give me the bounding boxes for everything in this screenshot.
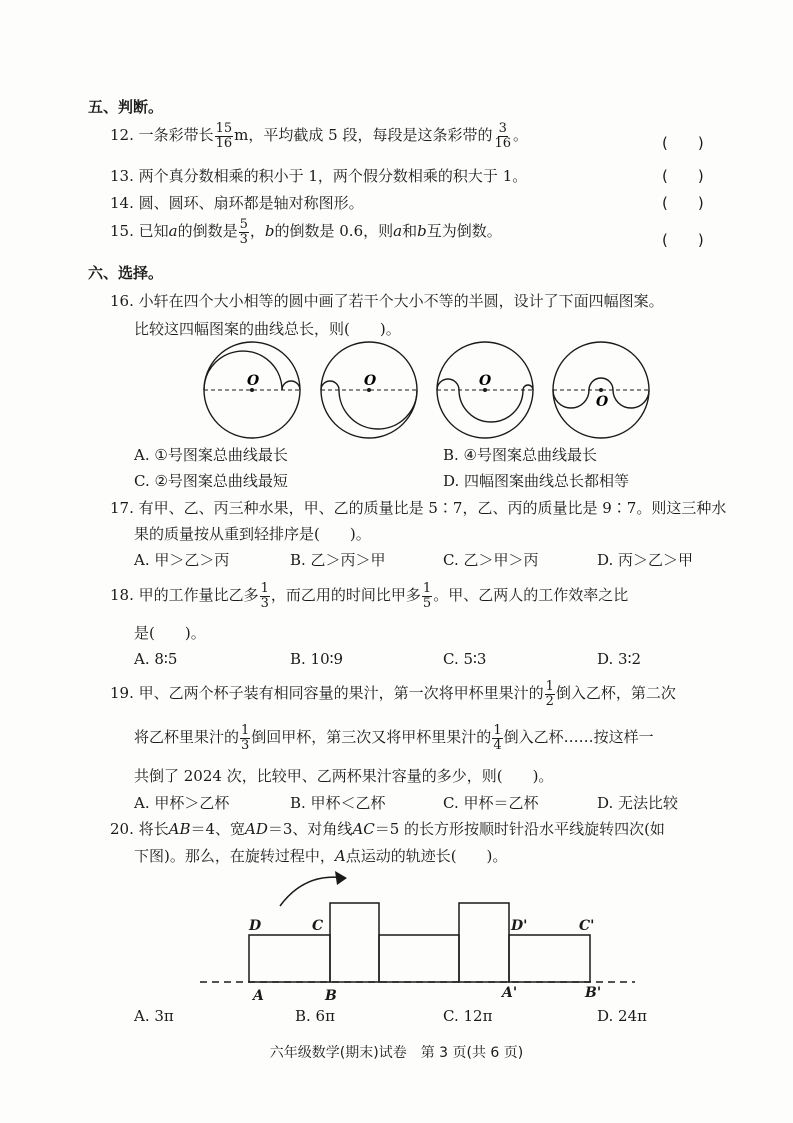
q20-option-a[interactable]: A. 3π [134,1007,174,1025]
q16-option-b[interactable]: B. ④号图案总曲线最长 [443,446,598,464]
fraction: $\frac{1}{4}$ [493,723,502,753]
section-five-title: 五、判断。 [88,98,164,116]
label-B-prime: B' [585,985,602,1001]
center-label-3: O [479,373,492,389]
rect-position-2 [330,903,379,982]
fraction: $\frac{1}{3}$ [241,723,250,753]
center-label-2: O [364,373,377,389]
q18-option-b[interactable]: B. 10∶9 [290,650,344,668]
label-D-prime: D' [511,918,528,934]
q18-option-a[interactable]: A. 8∶5 [134,650,178,668]
answer-blank-13[interactable]: ( ) [662,167,704,185]
rect-position-4 [459,903,509,982]
fraction: $\frac{1}{2}$ [545,679,554,709]
answer-blank-15[interactable]: ( ) [662,231,704,249]
question-17-line2: 果的质量按从重到轻排序是( )。 [134,525,371,543]
rect-position-5 [509,935,590,982]
q19-option-b[interactable]: B. 甲杯＜乙杯 [290,794,386,812]
q17-option-d[interactable]: D. 丙＞乙＞甲 [597,551,694,569]
q20-option-b[interactable]: B. 6π [295,1007,335,1025]
question-16-line2: 比较这四幅图案的曲线总长，则( )。 [134,320,401,338]
question-20-line2: 下图)。那么，在旋转过程中，A点运动的轨迹长( )。 [134,847,508,865]
question-19-line1: 19. 甲、乙两个杯子装有相同容量的果汁，第一次将甲杯里果汁的 $\frac{1}{2}$ 倒入乙杯，第二次 [110,679,676,709]
q20-option-c[interactable]: C. 12π [443,1007,493,1025]
fraction: $\frac{3}{16}$ [494,121,512,151]
question-19-line3: 共倒了 2024 次，比较甲、乙两杯果汁容量的多少，则( )。 [134,767,554,785]
page-footer: 六年级数学(期末)试卷 第 3 页(共 6 页) [269,1045,524,1061]
q16-option-c[interactable]: C. ②号图案总曲线最短 [134,472,288,490]
center-label-1: O [247,373,260,389]
q20-option-d[interactable]: D. 24π [597,1007,647,1025]
label-C-prime: C' [579,918,595,934]
center-label-4: O [596,394,609,410]
rect-position-3 [379,935,459,982]
rotation-arrow-head [335,871,347,885]
label-A: A [253,988,264,1004]
q18-option-c[interactable]: C. 5∶3 [443,650,487,668]
label-D: D [249,918,262,934]
rotating-rectangle-figure [195,862,640,1007]
q17-option-b[interactable]: B. 乙＞丙＞甲 [290,551,386,569]
fraction: $\frac{5}{3}$ [239,217,248,247]
q19-option-a[interactable]: A. 甲杯＞乙杯 [134,794,230,812]
rect-position-1 [249,935,330,982]
q16-option-d[interactable]: D. 四幅图案曲线总长都相等 [443,472,630,490]
question-13: 13. 两个真分数相乘的积小于 1，两个假分数相乘的积大于 1。 [110,167,528,185]
fraction: $\frac{1}{5}$ [422,581,432,611]
q17-option-a[interactable]: A. 甲＞乙＞丙 [134,551,230,569]
label-A-prime: A' [502,985,518,1001]
question-19-line2: 将乙杯里果汁的 $\frac{1}{3}$ 倒回甲杯，第三次又将甲杯里果汁的 $\frac{1}{4}$ 倒入乙杯……按这样一 [134,723,654,753]
question-15: 15. 已知a的倒数是 $\frac{5}{3}$ ，b的倒数是 0.6，则a和b互为倒数。 [110,217,502,247]
question-14: 14. 圆、圆环、扇环都是轴对称图形。 [110,194,364,212]
label-C: C [312,918,324,934]
question-16-line1: 16. 小轩在四个大小相等的圆中画了若干个大小不等的半圆，设计了下面四幅图案。 [110,292,664,310]
question-18-line2: 是( )。 [134,624,206,642]
question-12: 12. 一条彩带长 $\frac{15}{16}$ m，平均截成 5 段，每段是这条彩带的 $\frac{3}{16}$ 。 [110,121,529,151]
fraction: $\frac{15}{16}$ [215,121,233,151]
q17-option-c[interactable]: C. 乙＞甲＞丙 [443,551,539,569]
q19-option-c[interactable]: C. 甲杯＝乙杯 [443,794,539,812]
q18-option-d[interactable]: D. 3∶2 [597,650,642,668]
answer-blank-14[interactable]: ( ) [662,194,704,212]
rotation-arrow [280,877,345,906]
q19-option-d[interactable]: D. 无法比较 [597,794,679,812]
question-20-line1: 20. 将长AB＝4、宽AD＝3、对角线AC＝5 的长方形按顺时针沿水平线旋转四次(如 [110,820,665,838]
pattern-1-large-semicircle [204,351,282,390]
section-six-title: 六、选择。 [88,264,164,282]
label-B: B [325,988,337,1004]
question-17-line1: 17. 有甲、乙、丙三种水果，甲、乙的质量比是 5∶7，乙、丙的质量比是 9∶7。则这三种水 [110,499,727,517]
pattern-1-small-semicircle [282,381,300,390]
question-18-line1: 18. 甲的工作量比乙多 $\frac{1}{3}$ ，而乙用的时间比甲多 $\frac{1}{5}$ 。甲、乙两人的工作效率之比 [110,581,629,611]
q16-option-a[interactable]: A. ①号图案总曲线最长 [134,446,288,464]
answer-blank-12[interactable]: ( ) [662,134,704,152]
fraction: $\frac{1}{3}$ [260,581,269,611]
semicircle-patterns-figure [195,340,660,445]
